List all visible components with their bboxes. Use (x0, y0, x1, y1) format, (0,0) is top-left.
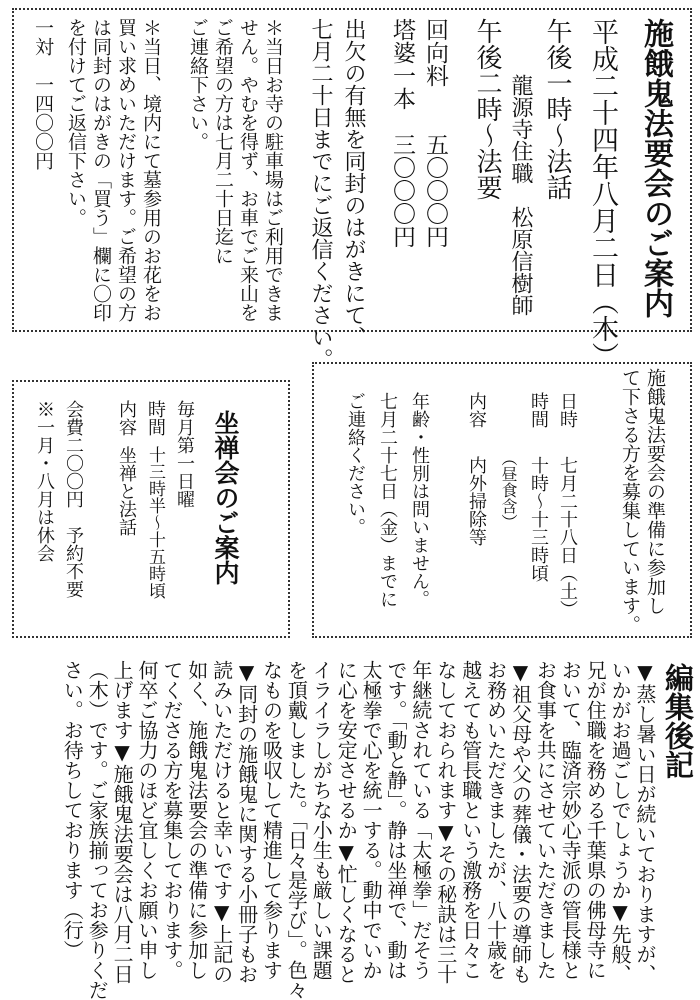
zazen-content-value: 坐禅と法話 (116, 446, 137, 536)
editor-note-line: てくださる方を募集しております。 (159, 660, 184, 980)
segaki-flowers-line2: 買い求めいただけます。ご希望の方 (115, 18, 137, 322)
segaki-talk-time: 午後一時～法話 (542, 18, 572, 200)
editor-note-line: なものを吸収して精進して参ります (259, 660, 284, 980)
zazen-day: 毎月第一日曜 (174, 400, 195, 508)
segaki-fee-offering: 回向料 五〇〇〇円 (422, 18, 448, 248)
segaki-parking-line4: ご連絡下さい。 (187, 18, 209, 151)
editor-note-heading: 編集後記 (661, 663, 695, 779)
volunteer-deadline-line1: 七月二十七日（金）までに (377, 392, 398, 608)
volunteer-title-line1: 施餓鬼法要会の準備に参加し (644, 368, 666, 615)
segaki-flowers-line4: を付けてご返信下さい。 (65, 18, 87, 227)
editor-note-line: 如く、施餓鬼法要会の準備に参加し (184, 660, 209, 980)
editor-note-line: を頂戴しました。「日々是学び」。色々 (284, 660, 309, 1000)
editor-note-line: ▼同封の施餓鬼に関する小冊子もお (234, 660, 259, 984)
editor-note-line: 兄が住職を務める千葉県の佛母寺に (583, 660, 608, 980)
segaki-parking-line2: せん。やむを得ず、お車でご来山を (237, 18, 259, 322)
zazen-title: 坐禅会のご案内 (211, 410, 240, 585)
segaki-flowers-line1: ＊当日、境内にて墓参用のお花をお (140, 18, 162, 322)
editor-note-line: 越えても管長職という激務を日々こ (458, 660, 483, 980)
zazen-time-value: 十三時半～十五時頃 (145, 446, 165, 599)
volunteer-time-value: 十時～十三時頃 (528, 456, 549, 582)
zazen-time-label: 時間 (145, 400, 166, 436)
segaki-flowers-line3: は同封のはがきの「買う」欄に〇印 (90, 18, 112, 322)
volunteer-date-value: 七月二十八日（土） (557, 456, 578, 618)
editor-note-line: です。「動と静」。静は坐禅で、動は (384, 660, 408, 980)
editor-note-line: イライラしがちな小生も厳しい課題 (309, 660, 334, 980)
volunteer-lunch: （昼食含） (499, 450, 518, 530)
editor-note-line: お務めいただきましたが、八十歳を (483, 660, 508, 980)
zazen-fee: 会費二〇〇円 予約不要 (63, 400, 84, 598)
editor-note-line: 太極拳で心を統一する。動中でいか (359, 660, 384, 980)
volunteer-time-label: 時間 (528, 392, 549, 428)
editor-note-line: ▼蒸し暑い日が続いておりますが、 (633, 660, 657, 984)
editor-note-line: ▼祖父母や父の葬儀・法要の導師も (508, 660, 533, 984)
editor-note-line: お食事を共にさせていただきました (533, 660, 558, 980)
editor-note-line: なしておられます▼その秘訣は三十 (433, 660, 458, 984)
editor-note-line: 上げます▼施餓鬼法要会は八月二日 (110, 660, 135, 984)
zazen-closed: ※一月・八月は休会 (34, 400, 55, 562)
segaki-rsvp-line1: 出欠の有無を同封のはがきにて、 (341, 18, 366, 348)
editor-note-line: 年継続されている「太極拳」だそう (408, 660, 433, 980)
editor-note-line: いかがお過ごしでしょうか▼先般、 (608, 660, 633, 984)
editor-note-line: さい。お待ちしております（行） (60, 660, 85, 960)
volunteer-content-value: 内外掃除等 (466, 456, 487, 546)
segaki-flowers-price: 一対 一四〇〇円 (32, 18, 54, 170)
editor-note-line: 何卒ご協力のほど宜しくお願い申し (135, 660, 159, 980)
zazen-content-label: 内容 (116, 400, 137, 436)
segaki-rsvp-line2: 七月二十日までにご返信ください。 (308, 18, 333, 370)
segaki-parking-line1: ＊当日お寺の駐車場はご利用できま (262, 18, 284, 322)
editor-note-line: に心を安定させるか▼忙しくなると (334, 660, 359, 984)
volunteer-date-label: 日時 (557, 392, 578, 428)
segaki-title: 施餓鬼法要会のご案内 (638, 18, 673, 318)
segaki-parking-line3: ご希望の方は七月二十日迄に (212, 18, 234, 265)
volunteer-age-note: 年齢・性別は問いません。 (409, 392, 430, 608)
volunteer-title-line2: て下さる方を募集しています。 (619, 368, 641, 634)
segaki-date: 平成二十四年八月二日（木） (587, 18, 618, 369)
segaki-fee-tower: 塔婆一本 三〇〇〇円 (389, 18, 415, 248)
volunteer-deadline-line2: ご連絡ください。 (345, 392, 366, 536)
segaki-speaker: 龍源寺住職 松原信樹師 (508, 74, 533, 316)
editor-note-line: （木）です。ご家族揃ってお参りくだ (85, 660, 110, 1000)
editor-note-line: 読みいただけると幸いです▼上記の (209, 660, 234, 984)
volunteer-content-label: 内容 (466, 392, 487, 428)
segaki-service-time: 午後二時～法要 (472, 18, 502, 200)
editor-note-line: おいて、臨済宗妙心寺派の管長様と (558, 660, 583, 980)
